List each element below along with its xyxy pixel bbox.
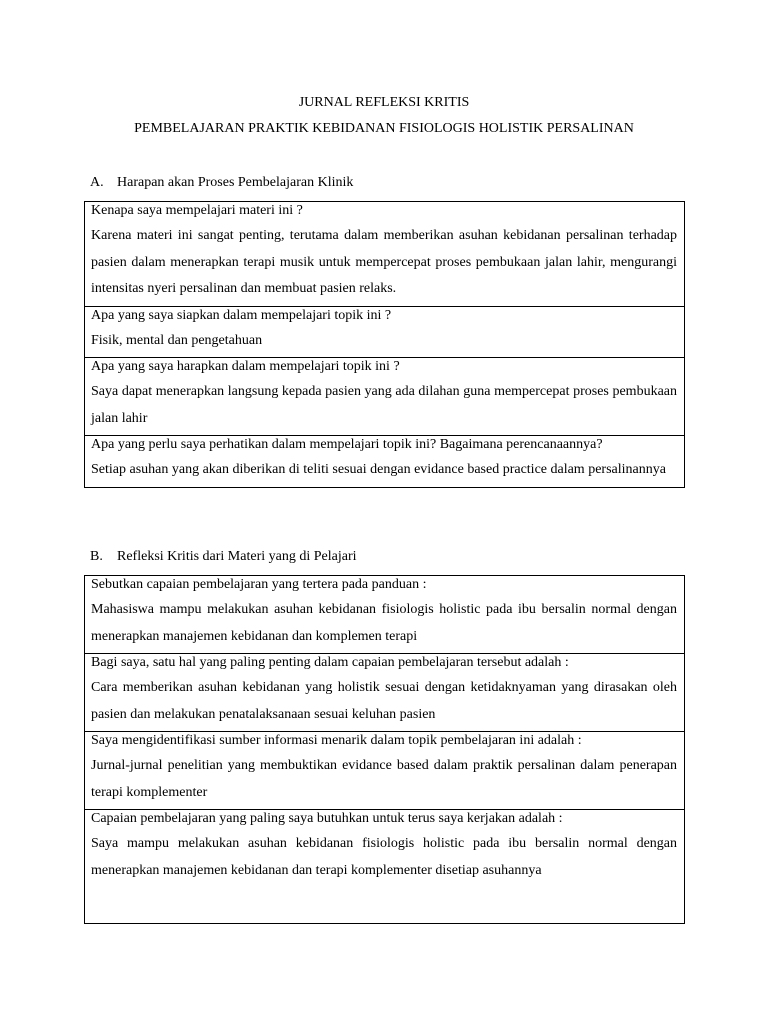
section-b-row-1 [85,576,684,653]
section-b-answer-4: Saya mampu melakukan asuhan kebidanan fisiologis holistic pada ibu bersalin normal dengan menerapkan manajemen kebidanan dan terapi komplementer disetiap asuhannya [91,836,677,878]
section-a-answer-2: Fisik, mental dan pengetahuan [91,332,263,348]
section-a-answer-3: Saya dapat menerapkan langsung kepada pasien yang ada dilahan guna mempercepat proses pembukaan jalan lahir [91,384,677,426]
section-a-row-2 [85,306,684,358]
section-b-title: Refleksi Kritis dari Materi yang di Pelajari [117,549,357,564]
section-b-answer-3: Jurnal-jurnal penelitian yang membuktikan evidance based dalam praktik persalinan dalam penerapan terapi komplementer [91,758,677,800]
section-a-row-4 [85,435,684,487]
section-b-question-2: Bagi saya, satu hal yang paling penting dalam capaian pembelajaran tersebut adalah : [91,655,569,670]
section-a-table [84,201,685,488]
section-b-row-2 [85,653,684,731]
document-subtitle: PEMBELAJARAN PRAKTIK KEBIDANAN FISIOLOGIS HOLISTIK PERSALINAN [134,121,634,136]
section-a-heading [90,174,353,192]
section-b-answer-2: Cara memberikan asuhan kebidanan yang holistik sesuai dengan ketidaknyaman yang dirasakan oleh pasien dan melakukan penatalaksanaan sesuai keluhan pasien [91,680,677,722]
document-title: JURNAL REFLEKSI KRITIS [298,95,470,110]
section-a-row-1 [85,202,684,306]
section-b-question-1: Sebutkan capaian pembelajaran yang tertera pada panduan : [91,577,427,592]
section-a-letter: A. [90,175,104,190]
section-b-letter: B. [90,549,103,564]
section-b-answer-1: Mahasiswa mampu melakukan asuhan kebidanan fisiologis holistic pada ibu bersalin normal dengan menerapkan manajemen kebidanan dan komplemen terapi [91,602,677,644]
section-b-row-3 [85,731,684,809]
section-b-table [84,575,685,924]
section-a-question-4: Apa yang perlu saya perhatikan dalam mempelajari topik ini? Bagaimana perencanaannya? [91,437,603,452]
section-a-answer-4: Setiap asuhan yang akan diberikan di teliti sesuai dengan evidance based practice dalam persalinannya [91,462,666,477]
section-b-question-3: Saya mengidentifikasi sumber informasi menarik dalam topik pembelajaran ini adalah : [91,733,582,748]
section-a-question-3: Apa yang saya harapkan dalam mempelajari topik ini ? [91,359,400,374]
section-b-row-4 [85,809,684,887]
section-a-answer-1: Karena materi ini sangat penting, terutama dalam memberikan asuhan kebidanan persalinan terhadap pasien dalam menerapkan terapi musik untuk mempercepat proses pembukaan jalan lahir, mengurangi intensitas nyeri persalinan dan membuat pasien relaks. [91,228,677,296]
section-b-heading [90,548,357,566]
section-b-question-4: Capaian pembelajaran yang paling saya butuhkan untuk terus saya kerjakan adalah : [91,811,563,826]
section-a-row-3 [85,357,684,435]
section-a-title: Harapan akan Proses Pembelajaran Klinik [117,175,354,190]
section-a-question-2: Apa yang saya siapkan dalam mempelajari topik ini ? [91,307,392,323]
section-a-question-1: Kenapa saya mempelajari materi ini ? [91,203,303,218]
